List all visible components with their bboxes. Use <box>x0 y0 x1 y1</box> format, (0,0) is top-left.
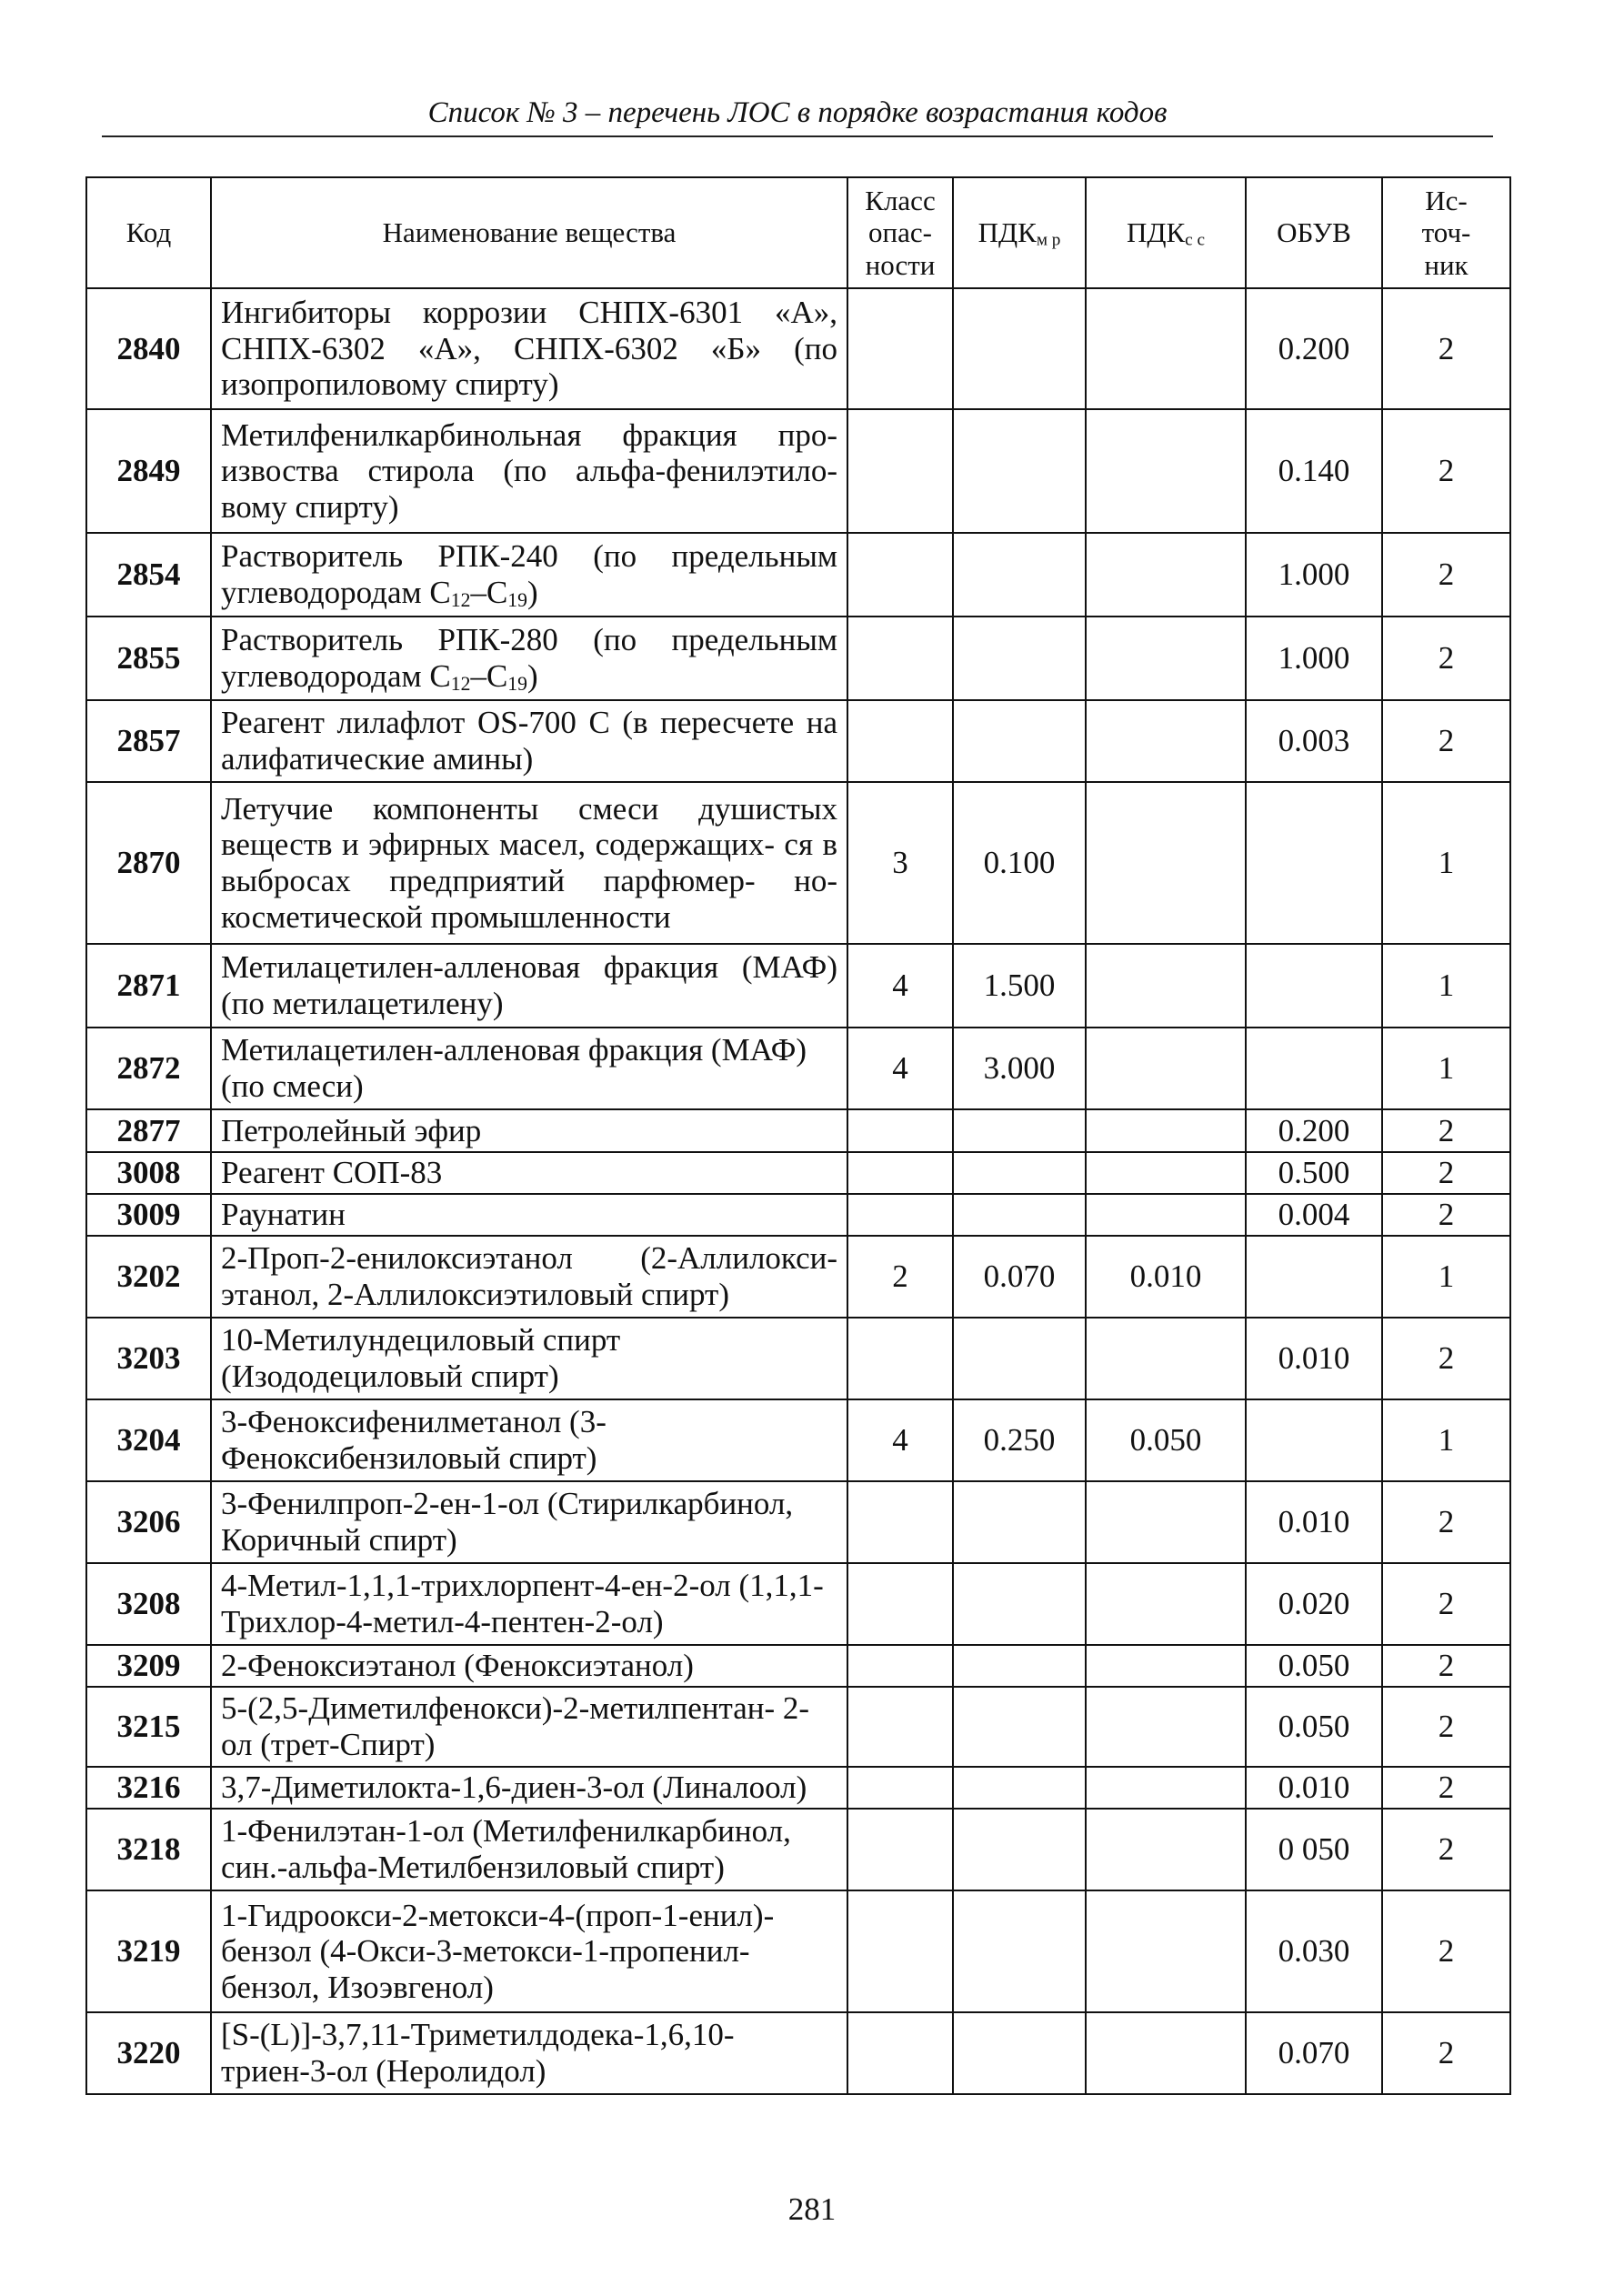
cell-code: 3216 <box>86 1767 211 1809</box>
cell-code: 3219 <box>86 1890 211 2012</box>
cell-hazard <box>847 1318 953 1399</box>
cell-source: 2 <box>1382 617 1510 700</box>
table-row <box>86 1399 1510 1481</box>
table-row <box>86 1890 1510 2012</box>
cell-pdk-ss <box>1086 1028 1246 1109</box>
cell-hazard <box>847 1645 953 1687</box>
cell-pdk-mr: 3.000 <box>953 1028 1086 1109</box>
cell-name: Растворитель РПК-240 (по предельным углеводородам $C_{12}-C_{19}$) <box>211 533 847 617</box>
table-row <box>86 1481 1510 1563</box>
col-source-header: Ис- точ- ник <box>1382 177 1510 288</box>
table-row <box>86 1687 1510 1767</box>
col-obuv-header: ОБУВ <box>1246 177 1382 288</box>
cell-source: 2 <box>1382 1109 1510 1152</box>
cell-code: 3206 <box>86 1481 211 1563</box>
cell-obuv: 0.010 <box>1246 1481 1382 1563</box>
cell-obuv <box>1246 1399 1382 1481</box>
cell-pdk-mr: 1.500 <box>953 944 1086 1028</box>
cell-pdk-mr <box>953 1318 1086 1399</box>
cell-pdk-ss <box>1086 1194 1246 1236</box>
col-pdk-ss-header: $ПДК_{с с}$ <box>1086 177 1246 288</box>
cell-hazard <box>847 1687 953 1767</box>
table-row <box>86 533 1510 617</box>
cell-code: 2855 <box>86 617 211 700</box>
col-name-header: Наименование вещества <box>211 177 847 288</box>
cell-name: 5-(2,5-Диметилфенокси)-2-метилпентан- 2-ол (трет-Спирт) <box>211 1687 847 1767</box>
cell-obuv: 0.500 <box>1246 1152 1382 1194</box>
cell-pdk-ss: 0.050 <box>1086 1399 1246 1481</box>
cell-pdk-ss <box>1086 409 1246 533</box>
cell-pdk-ss <box>1086 1563 1246 1645</box>
table-row <box>86 617 1510 700</box>
table-row <box>86 1236 1510 1318</box>
cell-pdk-ss <box>1086 1152 1246 1194</box>
cell-pdk-mr <box>953 1109 1086 1152</box>
cell-obuv: 0.140 <box>1246 409 1382 533</box>
page-number: 281 <box>787 2191 837 2227</box>
cell-pdk-ss <box>1086 782 1246 944</box>
cell-hazard <box>847 409 953 533</box>
table-row <box>86 1645 1510 1687</box>
col-code-header: Код <box>86 177 211 288</box>
cell-name: 2-Проп-2-енилоксиэтанол (2-Аллилокси- этанол, 2-Аллилоксиэтиловый спирт) <box>211 1236 847 1318</box>
cell-name: 3,7-Диметилокта-1,6-диен-3-ол (Линалоол) <box>211 1767 847 1809</box>
cell-code: 3209 <box>86 1645 211 1687</box>
cell-name: 1-Гидроокси-2-метокси-4-(проп-1-енил)- бензол (4-Окси-3-метокси-1-пропенил- бензол, Изоэвгенол) <box>211 1890 847 2012</box>
cell-source: 2 <box>1382 1318 1510 1399</box>
cell-source: 1 <box>1382 782 1510 944</box>
cell-hazard <box>847 1563 953 1645</box>
cell-source: 1 <box>1382 944 1510 1028</box>
cell-source: 2 <box>1382 1194 1510 1236</box>
cell-code: 2840 <box>86 288 211 409</box>
cell-obuv: 0.004 <box>1246 1194 1382 1236</box>
table-header-row <box>86 177 1510 288</box>
cell-hazard <box>847 700 953 782</box>
cell-obuv <box>1246 1236 1382 1318</box>
table-row <box>86 1109 1510 1152</box>
cell-hazard <box>847 1109 953 1152</box>
cell-name: Реагент лилафлот OS-700 C (в пересчете на алифатические амины) <box>211 700 847 782</box>
cell-hazard <box>847 1809 953 1890</box>
cell-pdk-ss <box>1086 1890 1246 2012</box>
table-row <box>86 2012 1510 2094</box>
cell-code: 3218 <box>86 1809 211 1890</box>
cell-hazard <box>847 1152 953 1194</box>
table-row <box>86 1152 1510 1194</box>
cell-source: 2 <box>1382 1481 1510 1563</box>
cell-obuv: 0.003 <box>1246 700 1382 782</box>
cell-code: 2870 <box>86 782 211 944</box>
cell-code: 3215 <box>86 1687 211 1767</box>
table-row <box>86 409 1510 533</box>
cell-pdk-ss <box>1086 533 1246 617</box>
cell-source: 2 <box>1382 1767 1510 1809</box>
cell-name: 3-Фенилпроп-2-ен-1-ол (Стирилкарбинол, Коричный спирт) <box>211 1481 847 1563</box>
cell-pdk-ss: 0.010 <box>1086 1236 1246 1318</box>
cell-pdk-mr <box>953 1890 1086 2012</box>
cell-pdk-mr <box>953 1152 1086 1194</box>
cell-name: Метилацетилен-алленовая фракция (МАФ) (по метилацетилену) <box>211 944 847 1028</box>
cell-hazard <box>847 1890 953 2012</box>
cell-obuv: 0 050 <box>1246 1809 1382 1890</box>
cell-pdk-ss <box>1086 288 1246 409</box>
cell-pdk-ss <box>1086 1645 1246 1687</box>
cell-hazard <box>847 288 953 409</box>
cell-obuv: 0.010 <box>1246 1318 1382 1399</box>
cell-name: Петролейный эфир <box>211 1109 847 1152</box>
cell-source: 1 <box>1382 1028 1510 1109</box>
cell-pdk-ss <box>1086 1318 1246 1399</box>
cell-pdk-ss <box>1086 1481 1246 1563</box>
cell-source: 2 <box>1382 409 1510 533</box>
col-pdk-mr-header: $ПДК_{м р}$ <box>953 177 1086 288</box>
cell-code: 3204 <box>86 1399 211 1481</box>
cell-hazard <box>847 1194 953 1236</box>
cell-name: Реагент СОП-83 <box>211 1152 847 1194</box>
table-row <box>86 1563 1510 1645</box>
cell-name: 2-Феноксиэтанол (Феноксиэтанол) <box>211 1645 847 1687</box>
cell-obuv: 1.000 <box>1246 533 1382 617</box>
table-row <box>86 1194 1510 1236</box>
cell-pdk-mr <box>953 1481 1086 1563</box>
cell-pdk-mr <box>953 1645 1086 1687</box>
cell-source: 2 <box>1382 1687 1510 1767</box>
table-row <box>86 944 1510 1028</box>
cell-pdk-mr <box>953 1809 1086 1890</box>
cell-source: 2 <box>1382 533 1510 617</box>
cell-pdk-mr: 0.100 <box>953 782 1086 944</box>
cell-code: 2854 <box>86 533 211 617</box>
cell-obuv <box>1246 1028 1382 1109</box>
cell-pdk-ss <box>1086 1767 1246 1809</box>
cell-obuv: 0.020 <box>1246 1563 1382 1645</box>
cell-name: Метилацетилен-алленовая фракция (МАФ) (по смеси) <box>211 1028 847 1109</box>
cell-name: 1-Фенилэтан-1-ол (Метилфенилкарбинол, син.-альфа-Метилбензиловый спирт) <box>211 1809 847 1890</box>
cell-source: 2 <box>1382 1152 1510 1194</box>
cell-source: 2 <box>1382 1645 1510 1687</box>
cell-hazard <box>847 533 953 617</box>
voc-table <box>85 176 1511 2095</box>
cell-obuv: 0.050 <box>1246 1645 1382 1687</box>
cell-hazard <box>847 1767 953 1809</box>
cell-obuv: 0.070 <box>1246 2012 1382 2094</box>
cell-hazard: 3 <box>847 782 953 944</box>
cell-source: 2 <box>1382 288 1510 409</box>
cell-source: 2 <box>1382 2012 1510 2094</box>
cell-code: 3203 <box>86 1318 211 1399</box>
cell-pdk-mr <box>953 1194 1086 1236</box>
cell-pdk-mr <box>953 2012 1086 2094</box>
table-row <box>86 700 1510 782</box>
cell-source: 2 <box>1382 1563 1510 1645</box>
table-row <box>86 288 1510 409</box>
cell-name: Раунатин <box>211 1194 847 1236</box>
cell-hazard <box>847 2012 953 2094</box>
cell-code: 3009 <box>86 1194 211 1236</box>
cell-source: 2 <box>1382 700 1510 782</box>
cell-obuv: 0.030 <box>1246 1890 1382 2012</box>
cell-name: [S-(L)]-3,7,11-Триметилдодека-1,6,10- триен-3-ол (Неролидол) <box>211 2012 847 2094</box>
table-row <box>86 1767 1510 1809</box>
cell-hazard: 4 <box>847 1028 953 1109</box>
cell-obuv <box>1246 944 1382 1028</box>
cell-pdk-ss <box>1086 617 1246 700</box>
cell-name: Летучие компоненты смеси душистых веществ и эфирных масел, содержащих- ся в выбросах предприятий парфюмер- но-косметической промышленности <box>211 782 847 944</box>
cell-hazard: 4 <box>847 1399 953 1481</box>
cell-code: 3202 <box>86 1236 211 1318</box>
cell-code: 2871 <box>86 944 211 1028</box>
cell-name: 10-Метилундециловый спирт (Изододециловый спирт) <box>211 1318 847 1399</box>
cell-pdk-mr: 0.070 <box>953 1236 1086 1318</box>
cell-hazard: 2 <box>847 1236 953 1318</box>
table-row <box>86 1028 1510 1109</box>
cell-code: 2849 <box>86 409 211 533</box>
cell-hazard <box>847 1481 953 1563</box>
cell-source: 2 <box>1382 1890 1510 2012</box>
cell-code: 3008 <box>86 1152 211 1194</box>
cell-pdk-mr: 0.250 <box>953 1399 1086 1481</box>
cell-hazard <box>847 617 953 700</box>
table-row <box>86 1318 1510 1399</box>
cell-pdk-mr <box>953 1767 1086 1809</box>
cell-obuv <box>1246 782 1382 944</box>
cell-code: 3220 <box>86 2012 211 2094</box>
cell-pdk-mr <box>953 1687 1086 1767</box>
page-header: Список № 3 – перечень ЛОС в порядке возрастания кодов <box>102 96 1493 137</box>
cell-obuv: 0.200 <box>1246 288 1382 409</box>
cell-code: 2872 <box>86 1028 211 1109</box>
cell-pdk-ss <box>1086 1687 1246 1767</box>
cell-source: 1 <box>1382 1399 1510 1481</box>
cell-name: 4-Метил-1,1,1-трихлорпент-4-ен-2-ол (1,1,1-Трихлор-4-метил-4-пентен-2-ол) <box>211 1563 847 1645</box>
cell-name: Ингибиторы коррозии СНПХ-6301 «А», СНПХ-6302 «А», СНПХ-6302 «Б» (по изопропиловому спирту) <box>211 288 847 409</box>
cell-code: 2877 <box>86 1109 211 1152</box>
cell-code: 2857 <box>86 700 211 782</box>
table-row <box>86 782 1510 944</box>
cell-source: 2 <box>1382 1809 1510 1890</box>
cell-pdk-ss <box>1086 2012 1246 2094</box>
col-hazard-header: Класс опас- ности <box>847 177 953 288</box>
cell-pdk-mr <box>953 533 1086 617</box>
cell-name: Растворитель РПК-280 (по предельным углеводородам $C_{12}-C_{19}$) <box>211 617 847 700</box>
cell-pdk-mr <box>953 617 1086 700</box>
cell-obuv: 1.000 <box>1246 617 1382 700</box>
cell-pdk-mr <box>953 700 1086 782</box>
cell-pdk-mr <box>953 409 1086 533</box>
table-row <box>86 1809 1510 1890</box>
cell-pdk-mr <box>953 288 1086 409</box>
cell-name: Метилфенилкарбинольная фракция про- извоства стирола (по альфа-фенилэтило- вому спирту) <box>211 409 847 533</box>
cell-pdk-mr <box>953 1563 1086 1645</box>
cell-hazard: 4 <box>847 944 953 1028</box>
cell-obuv: 0.010 <box>1246 1767 1382 1809</box>
cell-obuv: 0.200 <box>1246 1109 1382 1152</box>
cell-pdk-ss <box>1086 1809 1246 1890</box>
cell-code: 3208 <box>86 1563 211 1645</box>
cell-pdk-ss <box>1086 700 1246 782</box>
cell-name: 3-Феноксифенилметанол (3-Феноксибензиловый спирт) <box>211 1399 847 1481</box>
cell-pdk-ss <box>1086 1109 1246 1152</box>
cell-pdk-ss <box>1086 944 1246 1028</box>
cell-obuv: 0.050 <box>1246 1687 1382 1767</box>
cell-source: 1 <box>1382 1236 1510 1318</box>
